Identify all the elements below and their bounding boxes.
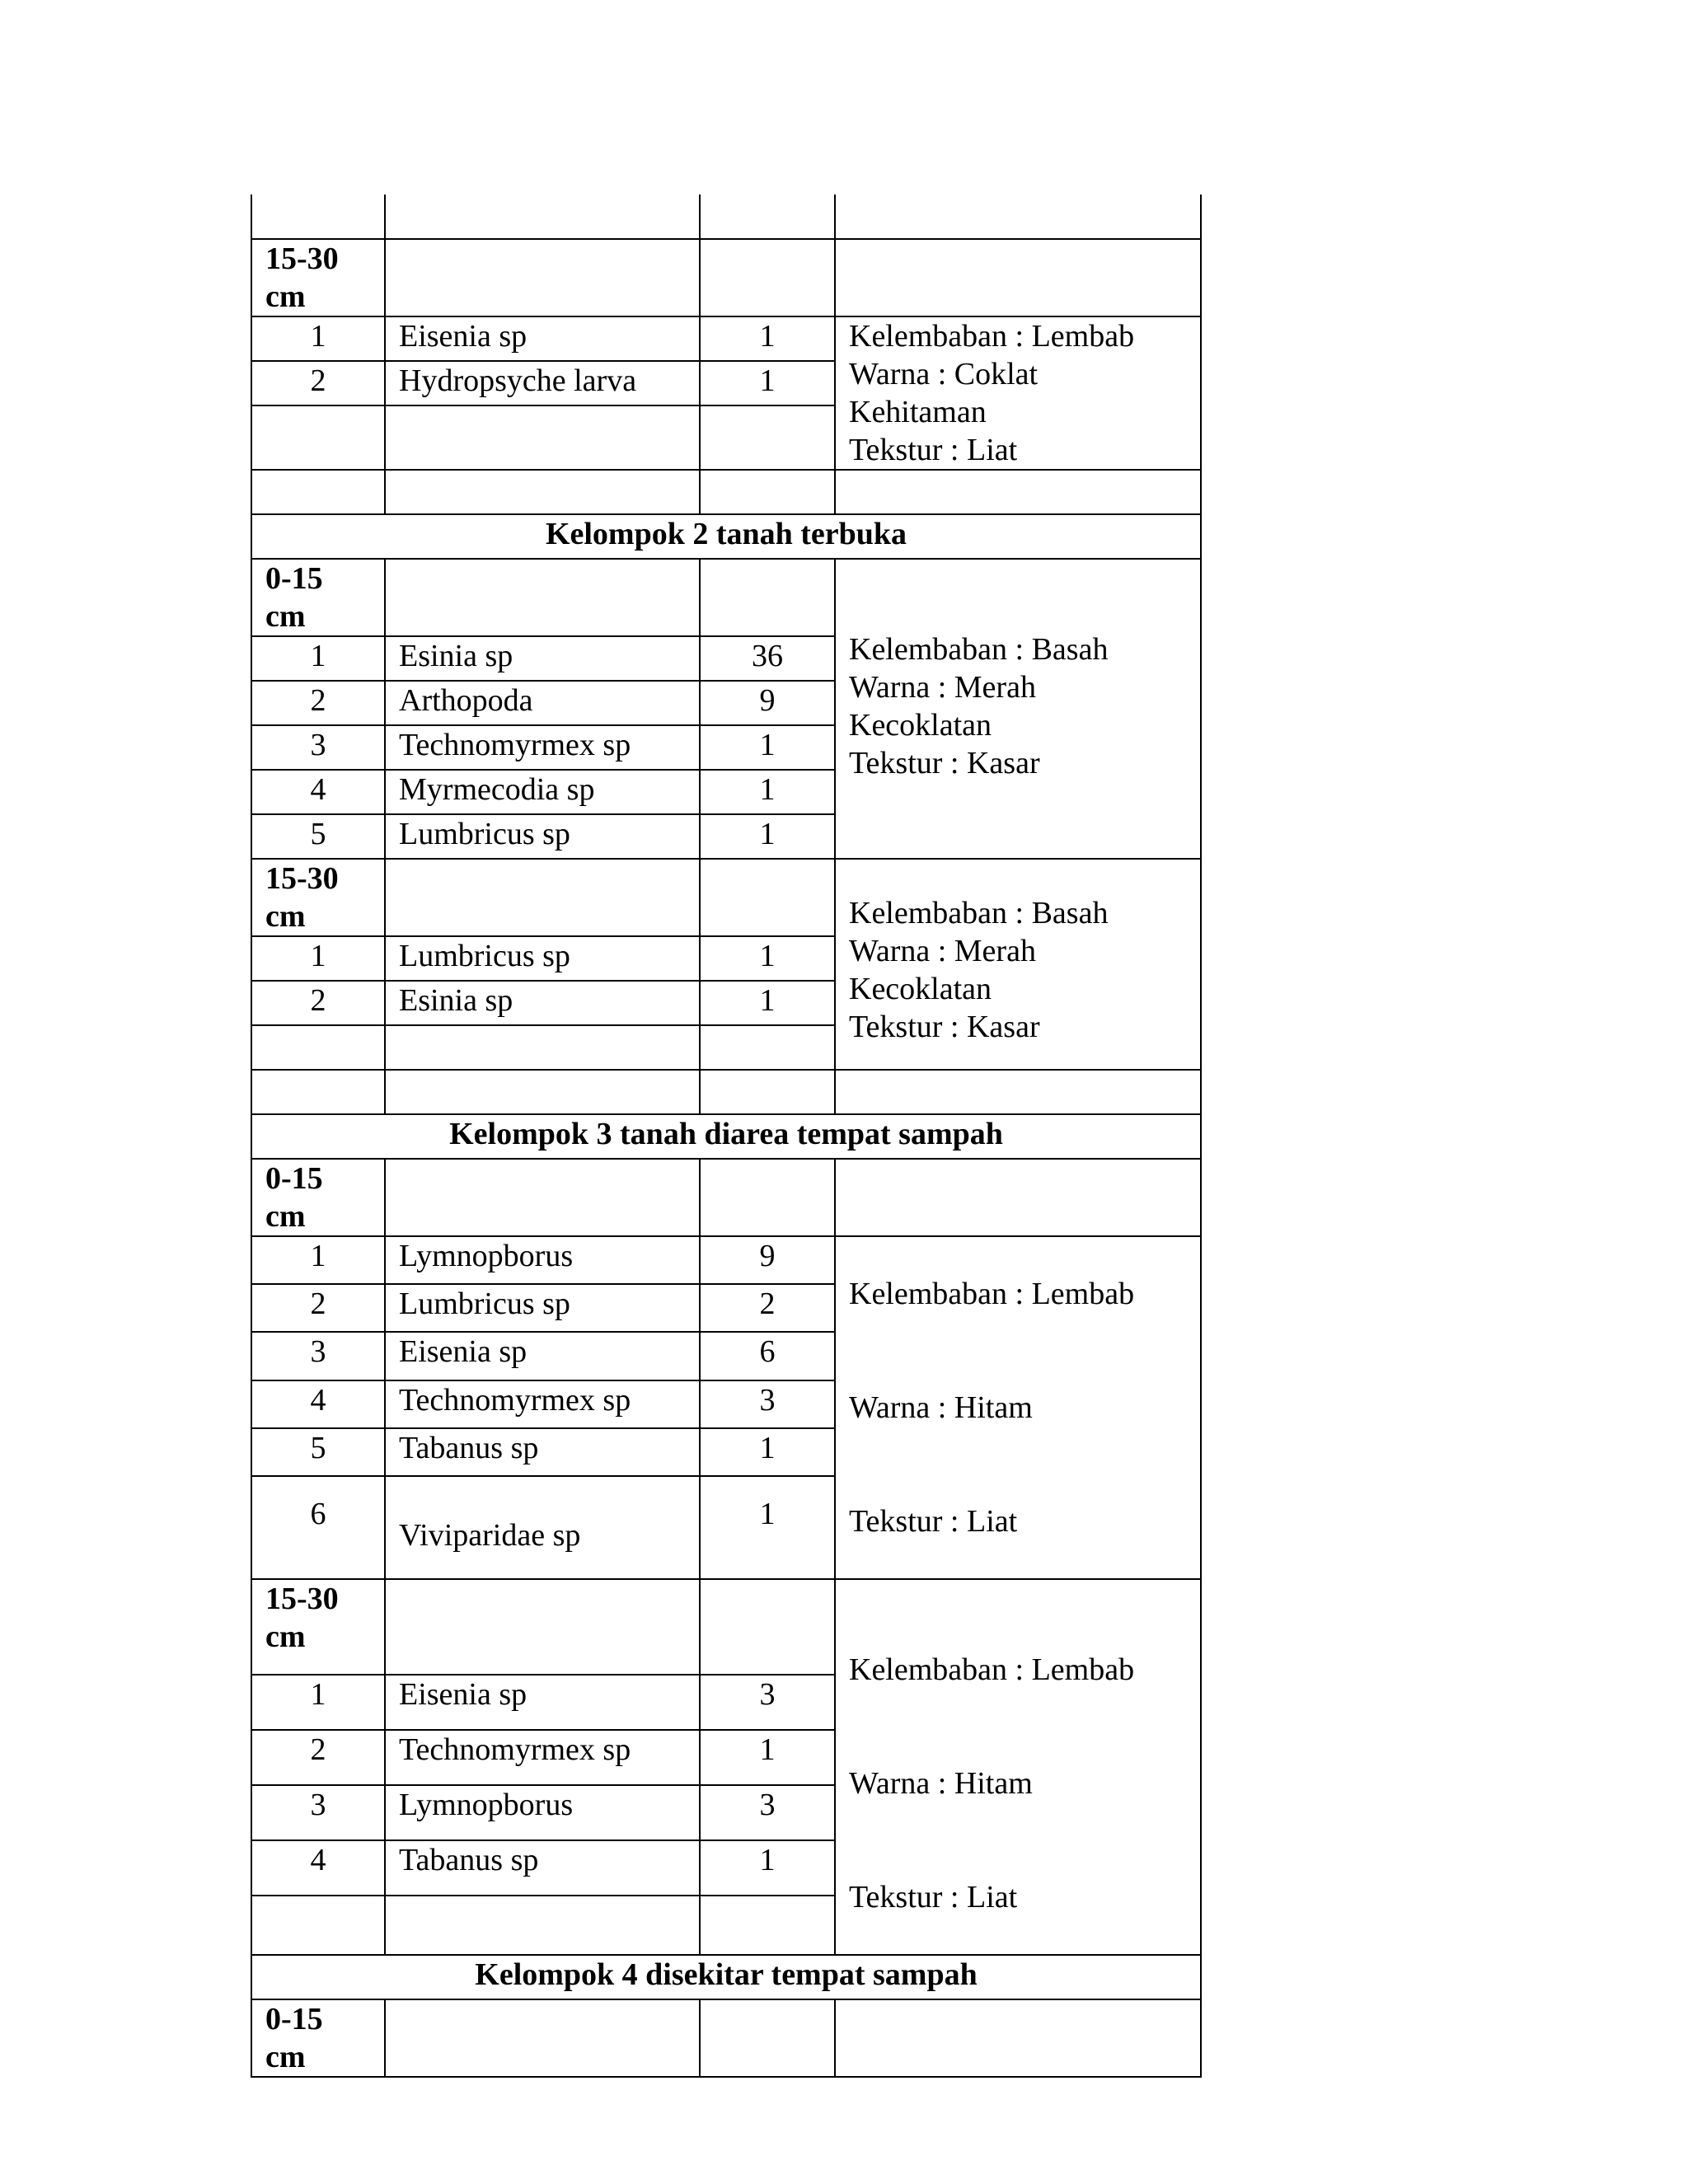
species-count: 1 [700, 936, 835, 981]
species-count: 1 [700, 1476, 835, 1579]
row-number: 4 [251, 770, 385, 814]
species-name: Technomyrmex sp [385, 1380, 700, 1428]
row-number: 3 [251, 725, 385, 770]
species-name: Viviparidae sp [385, 1476, 700, 1579]
species-name: Technomyrmex sp [385, 725, 700, 770]
species-count: 3 [700, 1380, 835, 1428]
group-header-row [251, 1955, 1201, 1999]
species-count: 1 [700, 814, 835, 859]
species-count: 3 [700, 1675, 835, 1730]
species-count: 3 [700, 1785, 835, 1840]
row-number: 3 [251, 1785, 385, 1840]
color-text: Warna : Hitam [849, 1390, 1033, 1425]
row-number: 2 [251, 1730, 385, 1785]
row-number: 5 [251, 1428, 385, 1476]
table-row [251, 194, 1201, 239]
row-number: 2 [251, 361, 385, 405]
table-row [251, 470, 1201, 514]
row-number: 3 [251, 1332, 385, 1380]
table-row [251, 1070, 1201, 1114]
group-title: Kelompok 3 tanah diarea tempat sampah [251, 1114, 1201, 1159]
table-row [251, 1159, 1201, 1236]
row-number: 2 [251, 1284, 385, 1332]
species-count: 9 [700, 1236, 835, 1284]
species-name: Lymnopborus [385, 1236, 700, 1284]
depth-label: 15-30 cm [251, 1579, 385, 1675]
species-name: Eisenia sp [385, 316, 700, 361]
species-name: Esinia sp [385, 636, 700, 681]
texture-text: Tekstur : Liat [849, 1504, 1018, 1539]
group-header-row [251, 514, 1201, 559]
species-count: 1 [700, 1730, 835, 1785]
species-table [251, 194, 1202, 2078]
species-count: 2 [700, 1284, 835, 1332]
row-number: 1 [251, 936, 385, 981]
table-row [251, 316, 1201, 361]
species-name: Myrmecodia sp [385, 770, 700, 814]
soil-properties: Kelembaban : Lembab Warna : Coklat Kehitaman Tekstur : Liat [835, 316, 1201, 470]
row-number: 2 [251, 681, 385, 725]
species-name: Tabanus sp [385, 1840, 700, 1896]
depth-label: 0-15 cm [251, 559, 385, 636]
species-count: 1 [700, 770, 835, 814]
row-number: 1 [251, 1675, 385, 1730]
depth-label: 0-15 cm [251, 1999, 385, 2077]
group-title: Kelompok 4 disekitar tempat sampah [251, 1955, 1201, 1999]
soil-properties: Kelembaban : Basah Warna : Merah Kecoklatan Tekstur : Kasar [835, 859, 1201, 1070]
species-name: Eisenia sp [385, 1675, 700, 1730]
species-name: Eisenia sp [385, 1332, 700, 1380]
group-title: Kelompok 2 tanah terbuka [251, 514, 1201, 559]
species-name: Hydropsyche larva [385, 361, 700, 405]
row-number: 1 [251, 316, 385, 361]
species-name: Arthopoda [385, 681, 700, 725]
soil-properties [835, 1236, 1201, 1579]
species-name: Lumbricus sp [385, 936, 700, 981]
species-count: 1 [700, 725, 835, 770]
group-header-row [251, 1114, 1201, 1159]
row-number: 2 [251, 981, 385, 1025]
table-row [251, 1236, 1201, 1284]
row-number: 1 [251, 1236, 385, 1284]
soil-properties [835, 1579, 1201, 1955]
species-name: Technomyrmex sp [385, 1730, 700, 1785]
species-count: 1 [700, 1428, 835, 1476]
table-row [251, 859, 1201, 936]
species-name: Lymnopborus [385, 1785, 700, 1840]
species-name: Lumbricus sp [385, 1284, 700, 1332]
moisture-text: Kelembaban : Lembab [849, 1652, 1135, 1687]
row-number: 4 [251, 1380, 385, 1428]
row-number: 4 [251, 1840, 385, 1896]
texture-text: Tekstur : Liat [849, 1880, 1018, 1915]
color-text: Warna : Hitam [849, 1766, 1033, 1801]
species-name: Esinia sp [385, 981, 700, 1025]
table-row [251, 559, 1201, 636]
depth-label: 15-30 cm [251, 859, 385, 936]
species-count: 36 [700, 636, 835, 681]
moisture-text: Kelembaban : Lembab [849, 1277, 1135, 1311]
species-name: Lumbricus sp [385, 814, 700, 859]
species-count: 1 [700, 316, 835, 361]
depth-label: 15-30 cm [251, 239, 385, 316]
soil-properties: Kelembaban : Basah Warna : Merah Kecoklatan Tekstur : Kasar [835, 559, 1201, 859]
row-number: 1 [251, 636, 385, 681]
species-count: 1 [700, 1840, 835, 1896]
row-number: 6 [251, 1476, 385, 1579]
species-count: 1 [700, 981, 835, 1025]
table-row [251, 1999, 1201, 2077]
species-count: 6 [700, 1332, 835, 1380]
row-number: 5 [251, 814, 385, 859]
table-row [251, 1579, 1201, 1675]
table-row [251, 239, 1201, 316]
species-name: Tabanus sp [385, 1428, 700, 1476]
species-count: 1 [700, 361, 835, 405]
depth-label: 0-15 cm [251, 1159, 385, 1236]
species-count: 9 [700, 681, 835, 725]
